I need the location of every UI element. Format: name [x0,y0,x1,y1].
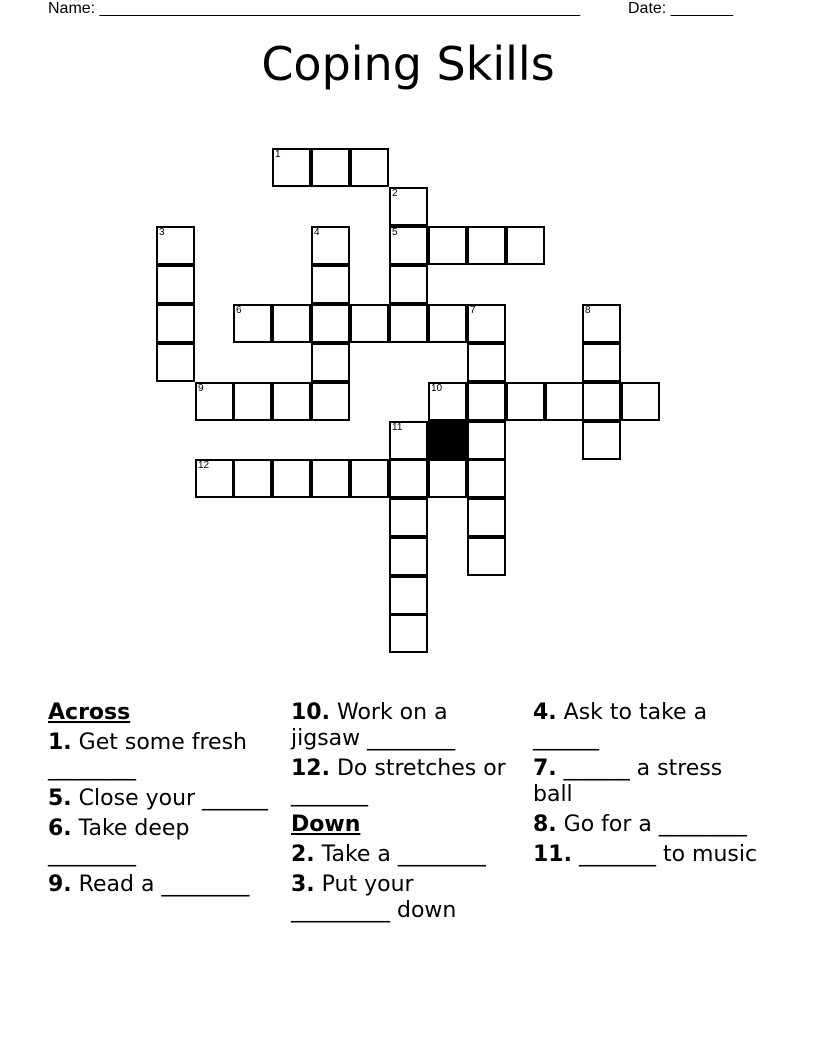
clue-across-10 [291,700,516,752]
crossword-cell[interactable] [621,382,660,421]
crossword-cell[interactable] [350,148,389,187]
clue-number: 11. [533,842,572,867]
crossword-cell[interactable] [311,343,350,382]
crossword-cell[interactable] [350,304,389,343]
crossword-cell[interactable] [467,421,506,460]
crossword-cell[interactable] [311,265,350,304]
clue-down-7 [533,756,758,808]
crossword-cell[interactable] [195,382,234,421]
clue-text: Get some fresh ________ [48,730,248,781]
clue-text: Read a ________ [78,872,250,897]
crossword-cell[interactable] [389,576,428,615]
clue-number: 6. [48,816,72,841]
clue-text: Close your ______ [78,786,269,811]
clue-across-9 [48,872,273,898]
date-field-label: Date: _______ [628,0,733,17]
crossword-cell[interactable] [233,382,272,421]
crossword-cell[interactable] [389,537,428,576]
crossword-cell[interactable] [428,382,467,421]
crossword-cell[interactable] [506,382,545,421]
crossword-cell[interactable] [311,459,350,498]
crossword-cell[interactable] [272,148,311,187]
crossword-cell[interactable] [156,265,195,304]
crossword-cell[interactable] [467,304,506,343]
black-square [428,421,467,460]
clue-number: 1. [48,730,72,755]
crossword-cell[interactable] [582,421,621,460]
crossword-cell[interactable] [272,459,311,498]
clues-column-1 [48,700,273,902]
crossword-cell[interactable] [156,226,195,265]
clue-down-4 [533,700,758,752]
crossword-cell[interactable] [428,226,467,265]
crossword-cell[interactable] [311,226,350,265]
clue-number: 12. [291,756,330,781]
crossword-cell[interactable] [156,343,195,382]
clue-text: Do stretches or _______ [291,756,506,807]
clue-number: 5. [48,786,72,811]
page-title: Coping Skills [261,37,555,91]
clue-number: 4 [314,227,320,238]
clue-text: Ask to take a ______ [533,700,708,751]
clue-number: 8 [585,305,591,316]
crossword-cell[interactable] [582,343,621,382]
clues-column-3 [533,700,758,872]
clue-text: Put your _________ down [291,872,457,923]
clue-number: 11 [392,422,403,433]
crossword-cell[interactable] [389,498,428,537]
clue-number: 4. [533,700,557,725]
name-field-label: Name: ______________________________________________________ [48,0,581,17]
clue-text: Work on a jigsaw ________ [291,700,456,751]
across-heading: Across [48,700,131,725]
crossword-cell[interactable] [428,459,467,498]
clue-number: 1 [275,149,281,160]
crossword-cell[interactable] [389,265,428,304]
clue-number: 6 [236,305,242,316]
clue-text: _______ to music [578,842,758,867]
clue-number: 5 [392,227,398,238]
crossword-cell[interactable] [272,382,311,421]
crossword-cell[interactable] [467,226,506,265]
clue-number: 8. [533,812,557,837]
clues-column-2 [291,700,516,928]
crossword-cell[interactable] [467,498,506,537]
clue-text: Go for a ________ [563,812,747,837]
clue-number: 3 [159,227,165,238]
clue-across-6 [48,816,273,868]
clue-across-1 [48,730,273,782]
crossword-cell[interactable] [582,382,621,421]
down-heading: Down [291,812,361,837]
crossword-cell[interactable] [428,304,467,343]
crossword-cell[interactable] [233,304,272,343]
clue-number: 3. [291,872,315,897]
crossword-cell[interactable] [389,421,428,460]
crossword-cell[interactable] [350,459,389,498]
clue-number: 2 [392,188,398,199]
crossword-cell[interactable] [311,304,350,343]
clue-down-2 [291,842,516,868]
crossword-cell[interactable] [467,382,506,421]
clue-number: 12 [198,460,210,471]
crossword-cell[interactable] [233,459,272,498]
crossword-cell[interactable] [311,148,350,187]
clue-number: 9 [198,383,204,394]
crossword-cell[interactable] [467,343,506,382]
crossword-cell[interactable] [156,304,195,343]
crossword-cell[interactable] [389,459,428,498]
crossword-cell[interactable] [389,614,428,653]
clue-across-12 [291,756,516,808]
clue-number: 2. [291,842,315,867]
crossword-cell[interactable] [195,459,234,498]
crossword-cell[interactable] [545,382,584,421]
clue-text: ______ a stress ball [533,756,723,807]
crossword-cell[interactable] [582,304,621,343]
clue-down-8 [533,812,758,838]
clue-number: 9. [48,872,72,897]
clue-number: 10 [431,383,443,394]
crossword-cell[interactable] [467,459,506,498]
crossword-cell[interactable] [389,187,428,226]
crossword-cell[interactable] [389,226,428,265]
clue-text: Take deep ________ [48,816,190,867]
clue-down-11 [533,842,758,868]
crossword-cell[interactable] [272,304,311,343]
clue-number: 10. [291,700,330,725]
clue-across-5 [48,786,273,812]
clue-down-3 [291,872,516,924]
clue-number: 7. [533,756,557,781]
crossword-cell[interactable] [506,226,545,265]
crossword-cell[interactable] [467,537,506,576]
crossword-cell[interactable] [389,304,428,343]
clue-number: 7 [470,305,476,316]
clue-text: Take a ________ [321,842,486,867]
crossword-cell[interactable] [311,382,350,421]
